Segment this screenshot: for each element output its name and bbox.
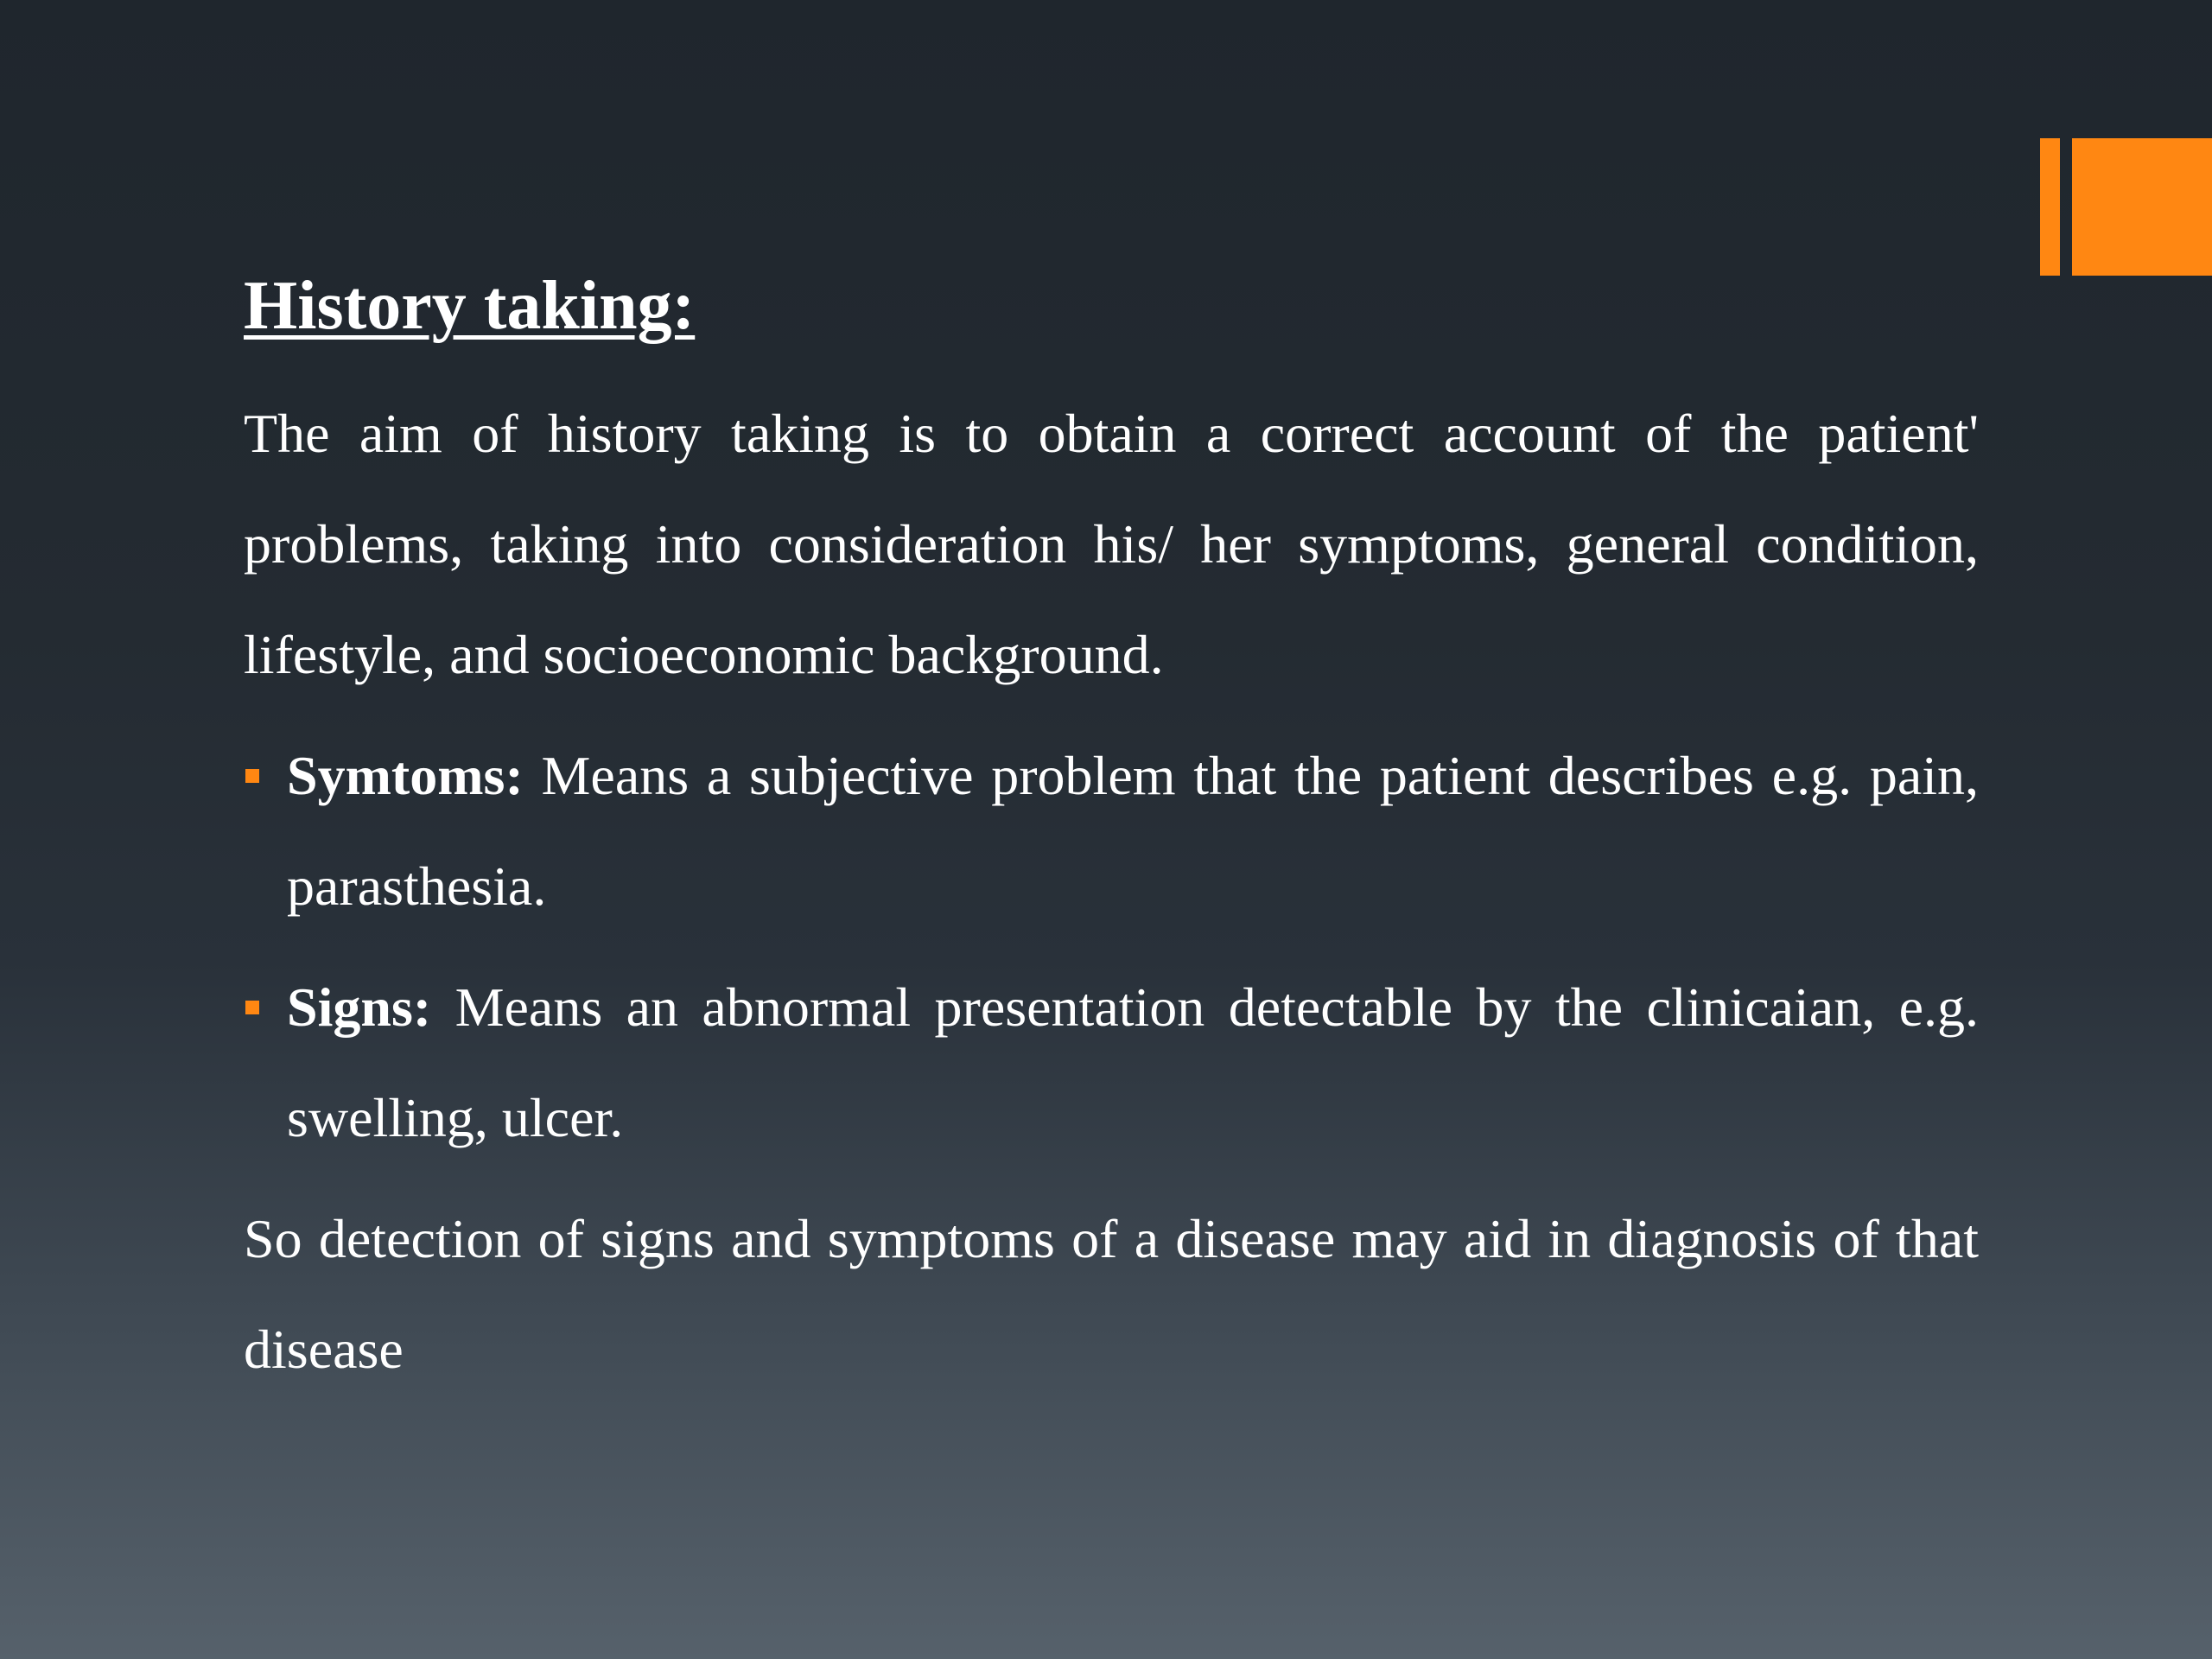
closing-paragraph: So detection of signs and symptoms of a disease may aid in diagnosis of that disease xyxy=(244,1208,1979,1380)
slide-content xyxy=(244,257,1979,1405)
bullet-item-signs xyxy=(244,952,1979,1173)
orange-accent-block xyxy=(2072,138,2212,276)
orange-accent-bar xyxy=(2040,138,2060,276)
bullet-text: Means a subjective problem that the patient describes e.g. pain, parasthesia. xyxy=(287,745,1980,917)
bullet-term: Symtoms: xyxy=(287,745,524,806)
bullet-text: Means an abnormal presentation detectable by the clinicaian, e.g. swelling, ulcer. xyxy=(287,976,1980,1148)
slide-title: History taking: xyxy=(244,268,696,344)
square-bullet-icon xyxy=(245,769,259,783)
bullet-item-symptoms xyxy=(244,721,1979,942)
bullet-term: Signs: xyxy=(287,976,432,1038)
bullet-list xyxy=(244,721,1979,1173)
square-bullet-icon xyxy=(245,1001,259,1014)
intro-paragraph: The aim of history taking is to obtain a correct account of the patient' problems, taking into consideration his/ her symptoms, general condition, lifestyle, and socioeconomic background. xyxy=(244,403,1979,685)
